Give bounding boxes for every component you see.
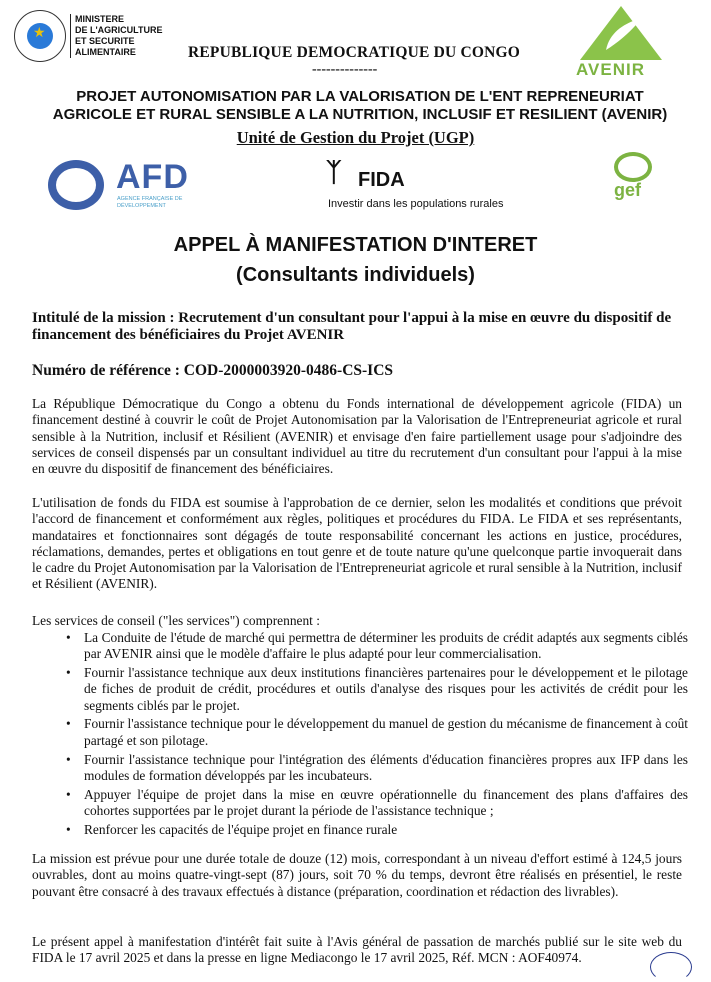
ministry-name: MINISTERE DE L'AGRICULTURE ET SECURITE ALIMENTAIRE: [70, 14, 185, 58]
afd-logo-subtitle: AGENCE FRANÇAISE DE DÉVELOPPEMENT: [117, 196, 183, 209]
mission-statement: [32, 310, 682, 344]
list-item: • Appuyer l'équipe de projet dans la mise en œuvre opérationnelle du financement des plans d'affaires des cohortes supportées par le projet durant la période de l'assistance technique ;: [84, 787, 688, 820]
signature-mark-icon: [650, 952, 692, 982]
fida-logo-text: FIDA: [358, 169, 405, 191]
paragraph-funding: La République Démocratique du Congo a obtenu du Fonds international de développement agricole (FIDA) un financement destiné à couvrir le coût de Projet Autonomisation par la Valorisation de l'Entrepreneuriat agricole et rural sensible à la Nutrition, inclusif et Résilient (AVENIR) et envisage d'en faire partiellement usage pour s'adjoindre des services de conseil dispensés par un consultant individuel au titre du recrutement d'un consultant pour l'appui à la mise en œuvre du dispositif de financement des bénéficiaires.: [32, 396, 682, 477]
country-name: REPUBLIQUE DEMOCRATIQUE DU CONGO: [188, 44, 521, 61]
paragraph-fida-terms: L'utilisation de fonds du FIDA est soumise à l'approbation de ce dernier, selon les modalités et conditions que prévoit l'accord de financement et conformément aux règles, politiques et procédures du FIDA. Le FIDA et ses représentants, mandataires et fonctionnaires sont dégagés de toute responsabilité concernant les actions en justice, procédures, réclamations, demandes, pertes et obligations en tout genre et de toute nature qu'une quelconque partie invoquerait dans le cadre du Projet Autonomisation par la Valorisation de l'Entrepreneuriat agricole et rural sensible à la Nutrition, inclusif et Résilient (AVENIR).: [32, 495, 682, 592]
list-item: • Fournir l'assistance technique pour le développement du manuel de gestion du mécanisme de financement à coût partagé et son pilotage.: [84, 716, 688, 749]
mission-label: Intitulé de la mission :: [32, 310, 175, 326]
list-item: • Fournir l'assistance technique pour l'intégration des éléments d'éducation financières propres aux IFP dans les modules de formation développés par les incubateurs.: [84, 752, 688, 785]
afd-logo-text: AFD: [116, 158, 189, 196]
services-list: [32, 630, 688, 841]
paragraph-services-intro: Les services de conseil ("les services") comprennent :: [32, 613, 320, 628]
avenir-logo-icon: [576, 4, 666, 64]
unit-title: Unité de Gestion du Projet (UGP): [236, 128, 475, 147]
separator: --------------: [312, 62, 378, 77]
notice-subtitle: (Consultants individuels): [236, 264, 475, 286]
paragraph-publication: Le présent appel à manifestation d'intérêt fait suite à l'Avis général de passation de marchés publié sur le site web du FIDA le 17 avril 2025 et dans la presse en ligne Mediacongo le 17 avril 2025, Réf. MCN : AOF40974.: [32, 934, 682, 966]
gef-logo-icon: [614, 152, 652, 182]
fida-tagline: Investir dans les populations rurales: [328, 198, 504, 210]
notice-title: APPEL À MANIFESTATION D'INTERET: [173, 234, 538, 256]
afd-logo-icon: [48, 160, 104, 210]
reference-value: COD-2000003920-0486-CS-ICS: [183, 362, 394, 379]
list-item: • La Conduite de l'étude de marché qui permettra de déterminer les produits de crédit adaptés aux segments ciblés par AVENIR ainsi que le modèle d'affaire le plus adapté pour leur commercialisation.: [84, 630, 688, 663]
reference-label: Numéro de référence :: [32, 362, 180, 379]
fida-emblem-icon: ᛉ: [326, 158, 342, 187]
paragraph-duration: La mission est prévue pour une durée totale de douze (12) mois, correspondant à un niveau d'effort estimé à 124,5 jours ouvrables, dont au moins quatre-vingt-sept (87) jours, soit 70 % du temps, devront être réalisés en présentiel, le reste pouvant être consacré à des travaux effectués à distance (préparation, coordination et rédaction des livrables).: [32, 851, 682, 899]
avenir-logo-text: AVENIR: [576, 60, 645, 79]
ministry-seal: ★: [14, 10, 66, 62]
gef-logo-text: gef: [614, 180, 641, 200]
list-item: • Renforcer les capacités de l'équipe projet en finance rurale: [84, 822, 688, 838]
list-item: • Fournir l'assistance technique aux deux institutions financières partenaires pour le développement et le pilotage de fiches de produit de crédit, procédures et outils d'analyse des risques pour les activités de crédit pour les segments ciblés par le projet.: [84, 665, 688, 714]
mission-text: Recrutement d'un consultant pour l'appui à la mise en œuvre du dispositif de financement des bénéficiaires du Projet AVENIR: [32, 310, 672, 343]
reference-number: [32, 362, 393, 380]
project-title: PROJET AUTONOMISATION PAR LA VALORISATION DE L'ENT REPRENEURIAT AGRICOLE ET RURAL SENSIBLE A LA NUTRITION, INCLUSIF ET RESILIENT (AVENIR): [52, 88, 668, 123]
